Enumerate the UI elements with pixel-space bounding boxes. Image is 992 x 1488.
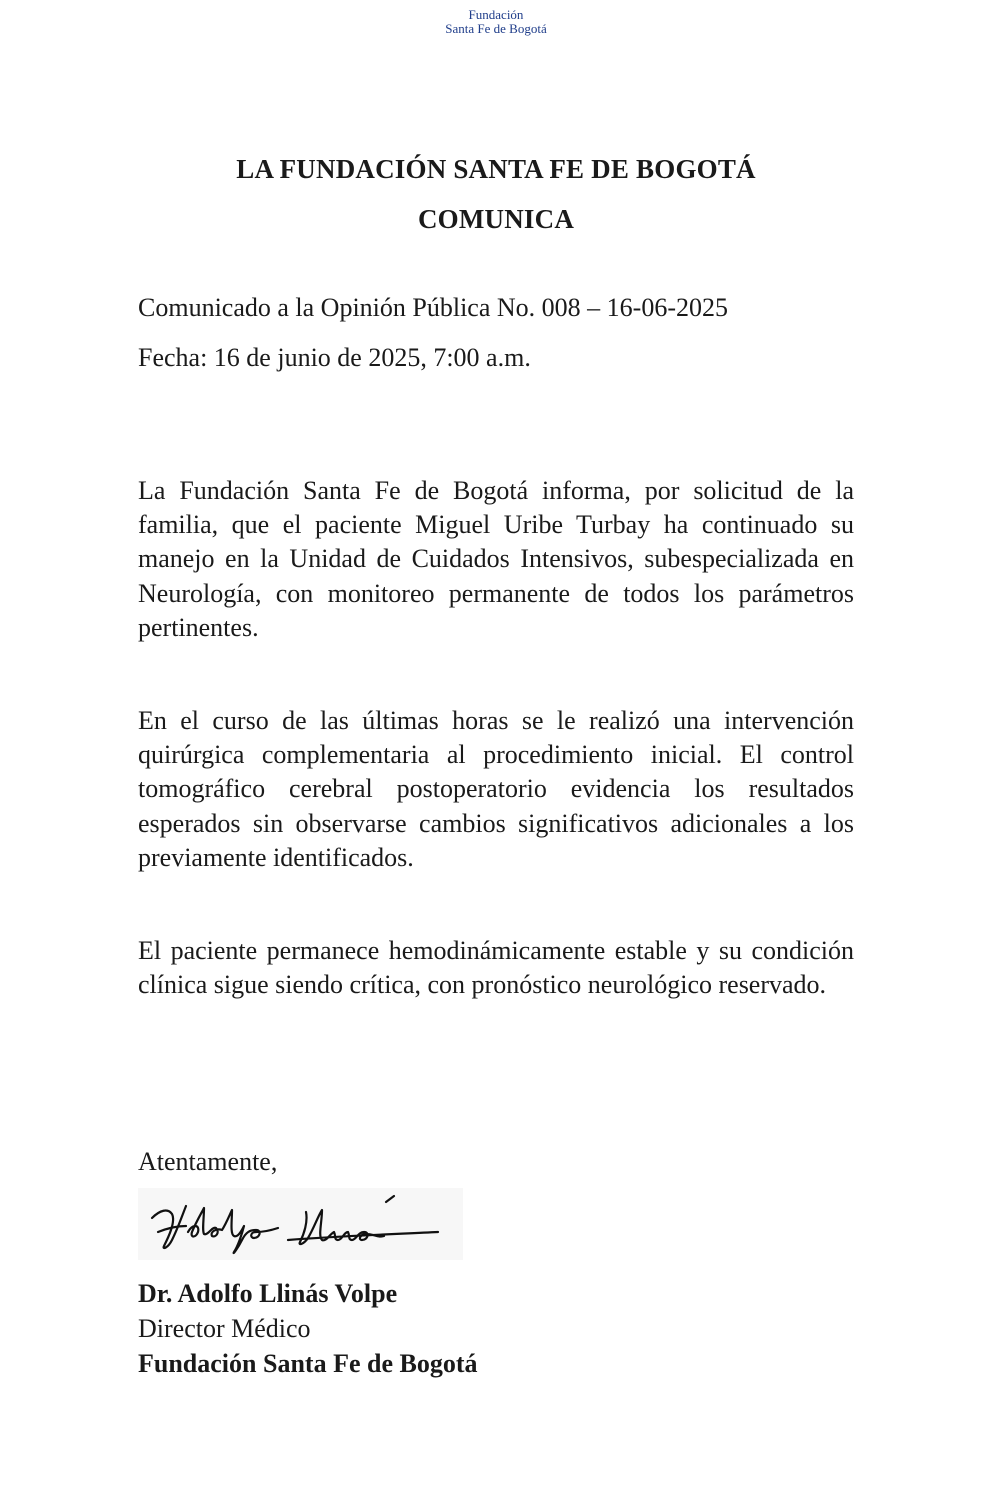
title-line-1: LA FUNDACIÓN SANTA FE DE BOGOTÁ xyxy=(236,154,756,184)
organization-logo xyxy=(0,8,992,36)
signer-block xyxy=(138,1276,478,1381)
document-title xyxy=(0,144,992,244)
signer-organization: Fundación Santa Fe de Bogotá xyxy=(138,1349,478,1378)
logo-text-line1: Fundación xyxy=(468,7,524,22)
communique-meta xyxy=(138,283,854,383)
body-paragraph-3: El paciente permanece hemodinámicamente estable y su condición clínica sigue siendo crítica, con pronóstico neurológico reservado. xyxy=(138,936,854,1000)
closing-salutation: Atentamente, xyxy=(138,1147,278,1176)
signer-role: Director Médico xyxy=(138,1314,311,1343)
body-paragraph-1: La Fundación Santa Fe de Bogotá informa, por solicitud de la familia, que el paciente Miguel Uribe Turbay ha continuado su manejo en la Unidad de Cuidados Intensivos, subespecializada en Neurología, con monitoreo permanente de todos los parámetros pertinentes. xyxy=(138,476,854,642)
signature-icon xyxy=(138,1188,463,1260)
signer-name: Dr. Adolfo Llinás Volpe xyxy=(138,1279,398,1308)
body-paragraph-2: En el curso de las últimas horas se le realizó una intervención quirúrgica complementaria al procedimiento inicial. El control tomográfico cerebral postoperatorio evidencia los resultados esperados sin observarse cambios significativos adicionales a los previamente identificados. xyxy=(138,706,854,872)
communique-number: Comunicado a la Opinión Pública No. 008 – 16-06-2025 xyxy=(138,293,728,322)
communique-date: Fecha: 16 de junio de 2025, 7:00 a.m. xyxy=(138,343,531,372)
logo-text-line2: Santa Fe de Bogotá xyxy=(445,21,547,36)
title-line-2: COMUNICA xyxy=(417,204,575,234)
